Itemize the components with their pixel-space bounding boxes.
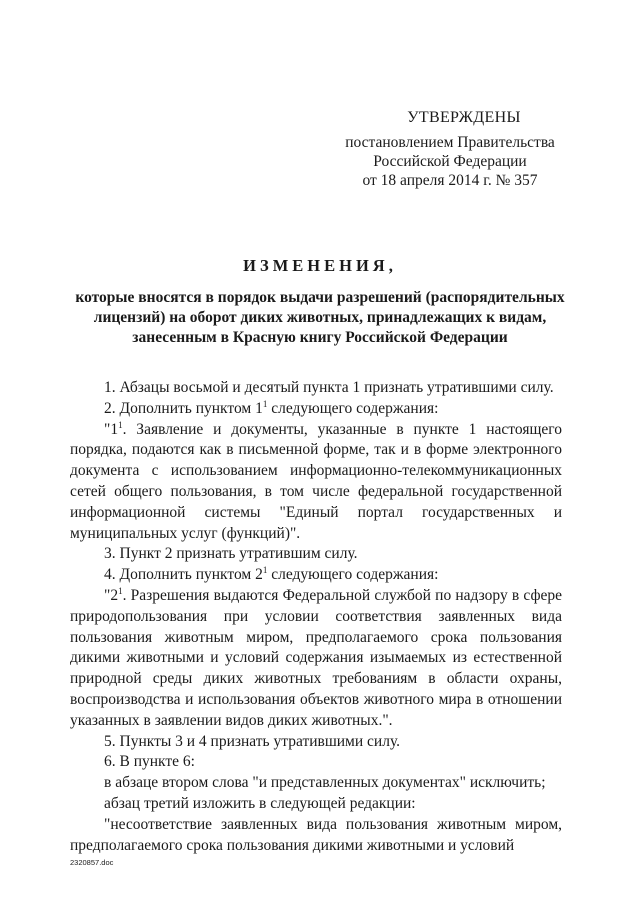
paragraph-clause-1-1 (70, 420, 562, 545)
paragraph-text: следующего содержания: (267, 566, 439, 584)
paragraph-text: следующего содержания: (267, 399, 439, 417)
superscript: 1 (118, 585, 123, 596)
approval-line-decree: постановлением Правительства (345, 134, 555, 151)
paragraph-item-2 (70, 399, 562, 420)
document-subtitle (70, 288, 570, 348)
paragraph-item-5: 5. Пункты 3 и 4 признать утратившими силу. (104, 732, 401, 750)
paragraph-text: . Заявление и документы, указанные в пункте 1 настоящего порядка, подаются как в письменной форме, так и в форме электронного документа с использованием информационно-телекоммуникационных сетей общего пользования, в том числе федеральной государственной информационной системы "Единый портал государственных и муниципальных услуг (функций)". (70, 420, 562, 542)
paragraph-subitem: в абзаце втором слова "и представленных документах" исключить; (104, 774, 546, 792)
paragraph-item-1: 1. Абзацы восьмой и десятый пункта 1 признать утратившими силу. (104, 379, 554, 396)
paragraph-text: 4. Дополнить пунктом 2 (104, 566, 263, 584)
approval-heading: УТВЕРЖДЕНЫ (407, 109, 521, 126)
paragraph-quote: "несоответствие заявленных вида пользования животным миром, предполагаемого срока пользования дикими животными и условий (70, 815, 562, 854)
subtitle-line: занесенным в Красную книгу Российской Федерации (132, 329, 508, 346)
paragraph-item-6: 6. В пункте 6: (104, 753, 195, 771)
paragraph-text: . Разрешения выдаются Федеральной службой по надзору в сфере природопользования при условии соответствия заявленных вида пользования животным миром, предполагаемого срока пользования дикими животными и условий содержания изымаемых из естественной природной среды диких животных требованиям в области охраны, воспроизводства и использования объектов животного мира в отношении указанных в заявлении видов диких животных.". (70, 586, 562, 729)
subtitle-line: лицензий) на оборот диких животных, принадлежащих к видам, (93, 309, 547, 326)
document-body (70, 378, 562, 856)
approval-block (340, 108, 560, 190)
paragraph-item-3: 3. Пункт 2 признать утратившим силу. (104, 545, 358, 563)
file-name-footer: 2320857.doc (70, 858, 114, 867)
paragraph-item-4 (70, 565, 562, 586)
subtitle-line: которые вносятся в порядок выдачи разрешений (распорядительных (75, 289, 565, 306)
paragraph-text: "1 (104, 420, 119, 438)
document-title: ИЗМЕНЕНИЯ, (243, 256, 397, 275)
paragraph-text: 2. Дополнить пунктом 1 (104, 399, 263, 417)
approval-line-government: Российской Федерации (373, 153, 527, 170)
paragraph-clause-2-1 (70, 586, 562, 732)
superscript: 1 (262, 398, 268, 409)
paragraph-text: "2 (104, 586, 119, 604)
superscript: 1 (118, 419, 123, 430)
paragraph-subitem: абзац третий изложить в следующей редакции: (104, 794, 416, 812)
superscript: 1 (262, 565, 268, 576)
approval-line-date: от 18 апреля 2014 г. № 357 (362, 172, 538, 189)
